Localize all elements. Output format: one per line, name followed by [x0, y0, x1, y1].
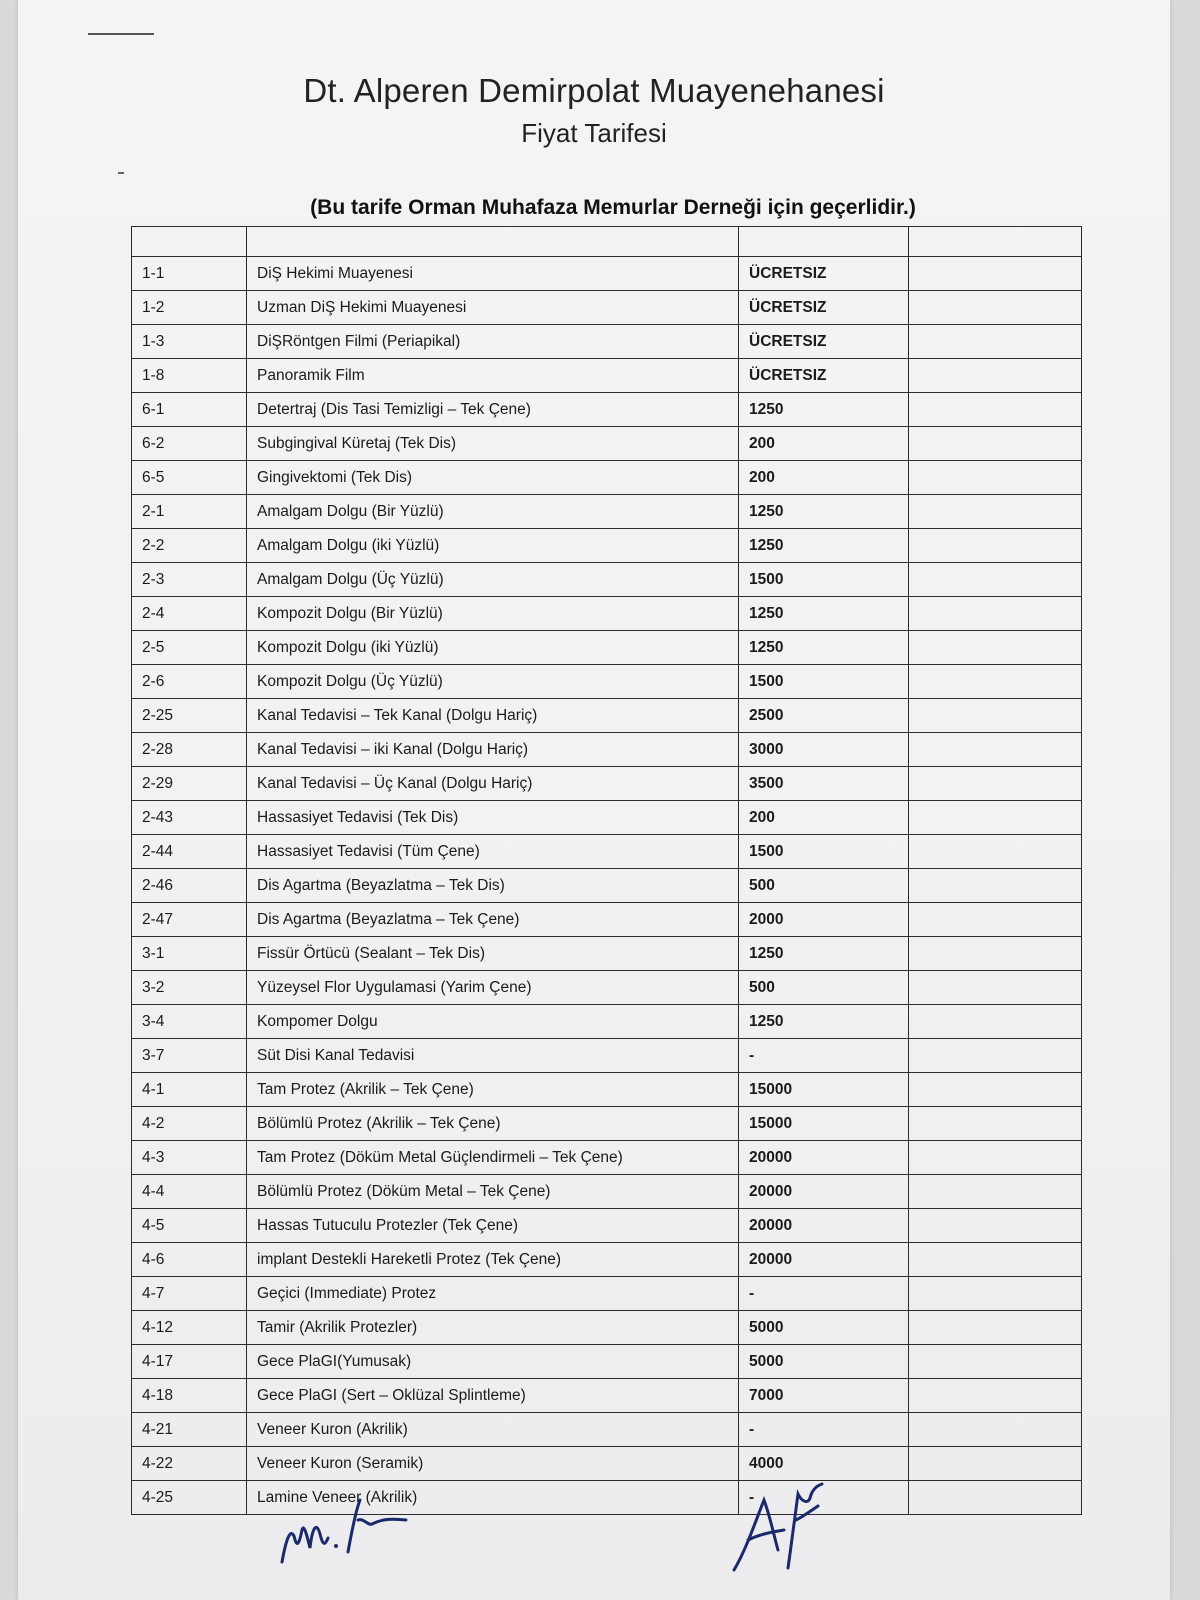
table-row	[132, 971, 1082, 1005]
price-cell: 1250	[739, 937, 909, 971]
treatment-name-cell: implant Destekli Hareketli Protez (Tek Çene)	[247, 1243, 739, 1277]
treatment-name-cell: Bölümlü Protez (Akrilik – Tek Çene)	[247, 1107, 739, 1141]
table-row	[132, 1379, 1082, 1413]
code-cell: 6-5	[132, 461, 247, 495]
price-cell: 20000	[739, 1243, 909, 1277]
code-cell: 4-6	[132, 1243, 247, 1277]
table-row	[132, 1345, 1082, 1379]
code-cell: 4-12	[132, 1311, 247, 1345]
table-row	[132, 495, 1082, 529]
extra-cell	[909, 1277, 1082, 1311]
extra-cell	[909, 971, 1082, 1005]
table-row	[132, 461, 1082, 495]
treatment-name-cell: Kanal Tedavisi – Üç Kanal (Dolgu Hariç)	[247, 767, 739, 801]
code-cell: 2-46	[132, 869, 247, 903]
table-row	[132, 665, 1082, 699]
price-cell: 5000	[739, 1345, 909, 1379]
code-cell: 2-47	[132, 903, 247, 937]
table-row	[132, 1447, 1082, 1481]
table-row	[132, 699, 1082, 733]
treatment-name-cell: Dis Agartma (Beyazlatma – Tek Dis)	[247, 869, 739, 903]
extra-cell	[909, 699, 1082, 733]
validity-note: (Bu tarife Orman Muhafaza Memurlar Derneği için geçerlidir.)	[310, 196, 916, 219]
signature-right-icon	[726, 1480, 836, 1575]
treatment-name-cell: DiŞRöntgen Filmi (Periapikal)	[247, 325, 739, 359]
extra-cell	[909, 495, 1082, 529]
table-row	[132, 1277, 1082, 1311]
price-cell: 200	[739, 461, 909, 495]
extra-cell	[909, 461, 1082, 495]
extra-cell	[909, 835, 1082, 869]
price-cell: 1500	[739, 563, 909, 597]
price-cell: 500	[739, 971, 909, 1005]
treatment-name-cell: Kompozit Dolgu (Bir Yüzlü)	[247, 597, 739, 631]
treatment-name-cell: Kompozit Dolgu (iki Yüzlü)	[247, 631, 739, 665]
code-cell: 2-43	[132, 801, 247, 835]
document-page	[18, 0, 1170, 1600]
code-cell: 2-1	[132, 495, 247, 529]
extra-cell	[909, 1243, 1082, 1277]
price-cell: 3500	[739, 767, 909, 801]
code-cell: 4-7	[132, 1277, 247, 1311]
table-row	[132, 801, 1082, 835]
extra-cell	[909, 393, 1082, 427]
extra-cell	[909, 767, 1082, 801]
price-cell: 1250	[739, 393, 909, 427]
extra-cell	[909, 869, 1082, 903]
table-row	[132, 291, 1082, 325]
treatment-name-cell: Gece PlaGI(Yumusak)	[247, 1345, 739, 1379]
pen-mark	[88, 33, 154, 35]
treatment-name-cell: Veneer Kuron (Seramik)	[247, 1447, 739, 1481]
extra-cell	[909, 1175, 1082, 1209]
code-cell: 1-1	[132, 257, 247, 291]
price-cell: ÜCRETSIZ	[739, 257, 909, 291]
treatment-name-cell: Bölümlü Protez (Döküm Metal – Tek Çene)	[247, 1175, 739, 1209]
table-row	[132, 767, 1082, 801]
code-cell: 2-29	[132, 767, 247, 801]
price-cell: 500	[739, 869, 909, 903]
table-row	[132, 393, 1082, 427]
code-cell: 4-22	[132, 1447, 247, 1481]
document-subtitle: Fiyat Tarifesi	[521, 118, 667, 148]
price-cell: 20000	[739, 1209, 909, 1243]
treatment-name-cell: Gece PlaGI (Sert – Oklüzal Splintleme)	[247, 1379, 739, 1413]
treatment-name-cell: Gingivektomi (Tek Dis)	[247, 461, 739, 495]
table-row	[132, 325, 1082, 359]
extra-cell	[909, 291, 1082, 325]
treatment-name-cell: Amalgam Dolgu (Üç Yüzlü)	[247, 563, 739, 597]
price-cell: 15000	[739, 1073, 909, 1107]
treatment-name-cell: Kompozit Dolgu (Üç Yüzlü)	[247, 665, 739, 699]
code-cell: 4-17	[132, 1345, 247, 1379]
price-cell: ÜCRETSIZ	[739, 325, 909, 359]
price-cell: ÜCRETSIZ	[739, 359, 909, 393]
extra-cell	[909, 903, 1082, 937]
price-cell: 1250	[739, 597, 909, 631]
extra-cell	[909, 1413, 1082, 1447]
table-row	[132, 1243, 1082, 1277]
table-row	[132, 903, 1082, 937]
extra-cell	[909, 1311, 1082, 1345]
code-cell: 2-5	[132, 631, 247, 665]
price-cell: 1250	[739, 1005, 909, 1039]
extra-cell	[909, 1073, 1082, 1107]
table-row	[132, 1413, 1082, 1447]
price-cell: 1250	[739, 529, 909, 563]
code-cell: 1-2	[132, 291, 247, 325]
header-cell	[132, 227, 247, 257]
extra-cell	[909, 563, 1082, 597]
extra-cell	[909, 325, 1082, 359]
code-cell: 1-3	[132, 325, 247, 359]
price-cell: ÜCRETSIZ	[739, 291, 909, 325]
treatment-name-cell: Uzman DiŞ Hekimi Muayenesi	[247, 291, 739, 325]
extra-cell	[909, 1447, 1082, 1481]
table-row	[132, 869, 1082, 903]
treatment-name-cell: Kanal Tedavisi – Tek Kanal (Dolgu Hariç)	[247, 699, 739, 733]
treatment-name-cell: Tam Protez (Döküm Metal Güçlendirmeli – Tek Çene)	[247, 1141, 739, 1175]
treatment-name-cell: Süt Disi Kanal Tedavisi	[247, 1039, 739, 1073]
price-cell: 20000	[739, 1175, 909, 1209]
table-row	[132, 1107, 1082, 1141]
extra-cell	[909, 1345, 1082, 1379]
code-cell: 6-1	[132, 393, 247, 427]
treatment-name-cell: Tamir (Akrilik Protezler)	[247, 1311, 739, 1345]
table-row	[132, 1209, 1082, 1243]
extra-cell	[909, 597, 1082, 631]
treatment-name-cell: Hassasiyet Tedavisi (Tek Dis)	[247, 801, 739, 835]
table-row	[132, 1311, 1082, 1345]
price-cell: 1500	[739, 665, 909, 699]
treatment-name-cell: DiŞ Hekimi Muayenesi	[247, 257, 739, 291]
price-cell: 7000	[739, 1379, 909, 1413]
header-cell	[909, 227, 1082, 257]
code-cell: 3-2	[132, 971, 247, 1005]
code-cell: 4-5	[132, 1209, 247, 1243]
table-header-row	[132, 227, 1082, 257]
table-row	[132, 597, 1082, 631]
price-cell: 5000	[739, 1311, 909, 1345]
treatment-name-cell: Hassas Tutuculu Protezler (Tek Çene)	[247, 1209, 739, 1243]
signature-left-icon	[276, 1490, 416, 1570]
extra-cell	[909, 427, 1082, 461]
price-table	[131, 226, 1082, 1515]
treatment-name-cell: Amalgam Dolgu (Bir Yüzlü)	[247, 495, 739, 529]
code-cell: 4-2	[132, 1107, 247, 1141]
price-cell: 200	[739, 801, 909, 835]
table-row	[132, 835, 1082, 869]
code-cell: 4-4	[132, 1175, 247, 1209]
code-cell: 2-25	[132, 699, 247, 733]
price-cell: -	[739, 1481, 909, 1515]
price-cell: 1500	[739, 835, 909, 869]
treatment-name-cell: Tam Protez (Akrilik – Tek Çene)	[247, 1073, 739, 1107]
table-row	[132, 733, 1082, 767]
treatment-name-cell: Yüzeysel Flor Uygulamasi (Yarim Çene)	[247, 971, 739, 1005]
extra-cell	[909, 359, 1082, 393]
table-row	[132, 1005, 1082, 1039]
extra-cell	[909, 1107, 1082, 1141]
code-cell: 3-1	[132, 937, 247, 971]
extra-cell	[909, 733, 1082, 767]
clinic-title: Dt. Alperen Demirpolat Muayenehanesi	[303, 72, 885, 109]
code-cell: 2-44	[132, 835, 247, 869]
extra-cell	[909, 1481, 1082, 1515]
table-row	[132, 937, 1082, 971]
extra-cell	[909, 257, 1082, 291]
price-cell: -	[739, 1413, 909, 1447]
code-cell: 4-1	[132, 1073, 247, 1107]
extra-cell	[909, 801, 1082, 835]
table-row	[132, 359, 1082, 393]
code-cell: 2-6	[132, 665, 247, 699]
code-cell: 4-3	[132, 1141, 247, 1175]
code-cell: 4-25	[132, 1481, 247, 1515]
table-row	[132, 1141, 1082, 1175]
treatment-name-cell: Kanal Tedavisi – iki Kanal (Dolgu Hariç)	[247, 733, 739, 767]
pen-dot	[118, 172, 124, 174]
code-cell: 3-7	[132, 1039, 247, 1073]
treatment-name-cell: Kompomer Dolgu	[247, 1005, 739, 1039]
code-cell: 1-8	[132, 359, 247, 393]
extra-cell	[909, 529, 1082, 563]
extra-cell	[909, 665, 1082, 699]
extra-cell	[909, 937, 1082, 971]
code-cell: 4-21	[132, 1413, 247, 1447]
extra-cell	[909, 1039, 1082, 1073]
code-cell: 2-28	[132, 733, 247, 767]
price-cell: 15000	[739, 1107, 909, 1141]
extra-cell	[909, 631, 1082, 665]
price-cell: 3000	[739, 733, 909, 767]
treatment-name-cell: Dis Agartma (Beyazlatma – Tek Çene)	[247, 903, 739, 937]
extra-cell	[909, 1379, 1082, 1413]
price-cell: -	[739, 1039, 909, 1073]
treatment-name-cell: Amalgam Dolgu (iki Yüzlü)	[247, 529, 739, 563]
price-cell: 200	[739, 427, 909, 461]
code-cell: 4-18	[132, 1379, 247, 1413]
price-cell: 20000	[739, 1141, 909, 1175]
table-row	[132, 1039, 1082, 1073]
code-cell: 2-4	[132, 597, 247, 631]
table-row	[132, 1175, 1082, 1209]
extra-cell	[909, 1141, 1082, 1175]
code-cell: 3-4	[132, 1005, 247, 1039]
price-cell: -	[739, 1277, 909, 1311]
treatment-name-cell: Fissür Örtücü (Sealant – Tek Dis)	[247, 937, 739, 971]
price-cell: 1250	[739, 495, 909, 529]
price-cell: 4000	[739, 1447, 909, 1481]
extra-cell	[909, 1005, 1082, 1039]
price-cell: 2500	[739, 699, 909, 733]
table-row	[132, 1073, 1082, 1107]
code-cell: 6-2	[132, 427, 247, 461]
treatment-name-cell: Hassasiyet Tedavisi (Tüm Çene)	[247, 835, 739, 869]
table-row	[132, 631, 1082, 665]
treatment-name-cell: Subgingival Küretaj (Tek Dis)	[247, 427, 739, 461]
table-row	[132, 529, 1082, 563]
table-row	[132, 563, 1082, 597]
treatment-name-cell: Veneer Kuron (Akrilik)	[247, 1413, 739, 1447]
header-cell	[247, 227, 739, 257]
header-cell	[739, 227, 909, 257]
treatment-name-cell: Panoramik Film	[247, 359, 739, 393]
price-cell: 2000	[739, 903, 909, 937]
treatment-name-cell: Lamine Veneer (Akrilik)	[247, 1481, 739, 1515]
treatment-name-cell: Geçici (Immediate) Protez	[247, 1277, 739, 1311]
price-cell: 1250	[739, 631, 909, 665]
treatment-name-cell: Detertraj (Dis Tasi Temizligi – Tek Çene)	[247, 393, 739, 427]
table-row	[132, 427, 1082, 461]
table-row	[132, 257, 1082, 291]
extra-cell	[909, 1209, 1082, 1243]
code-cell: 2-2	[132, 529, 247, 563]
code-cell: 2-3	[132, 563, 247, 597]
table-row	[132, 1481, 1082, 1515]
